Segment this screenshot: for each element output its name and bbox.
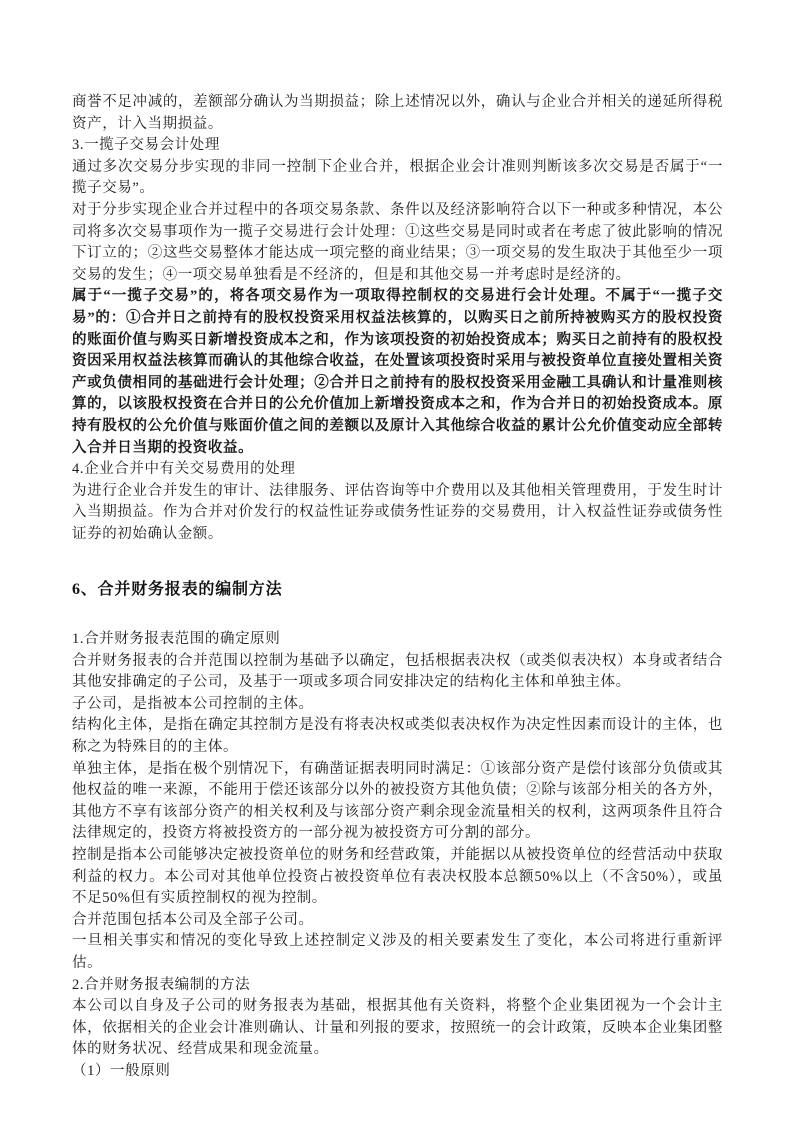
section-heading-consolidated-statements: 6、合并财务报表的编制方法 [72,581,283,599]
title-consolidation-scope-principle: 1.合并财务报表范围的确定原则 [72,631,281,648]
title-bundled-transaction-accounting: 3.一揽子交易会计处理 [72,137,220,154]
para-consolidation-scope-basis: 合并财务报表的合并范围以控制为基础予以确定，包括根据表决权（或类似表决权）本身或者结合其他安排确定的子公司，及基于一项或多项合同安排决定的结构化主体和单独主体。 [72,652,723,691]
title-consolidation-method: 2.合并财务报表编制的方法 [72,976,251,993]
para-subsidiary-definition: 子公司，是指被本公司控制的主体。 [72,695,314,712]
para-control-definition: 控制是指本公司能够决定被投资单位的财务和经营政策，并能据以从被投资单位的经营活动中获取利益的权力。本公司对其他单位投资占被投资单位有表决权股本总额50%以上（不含50%），或虽不足50%但有实质控制权的视为控制。 [72,847,723,907]
para-step-acquisition-judgement: 通过多次交易分步实现的非同一控制下企业合并，根据企业会计准则判断该多次交易是否属于“一揽子交易”。 [72,158,723,197]
para-goodwill-deficit: 商誉不足冲减的，差额部分确认为当期损益；除上述情况以外，确认与企业合并相关的递延所得税资产，计入当期损益。 [72,94,723,132]
para-bundle-transaction-criteria: 对于分步实现企业合并过程中的各项交易条款、条件以及经济影响符合以下一种或多种情况，本公司将多次交易事项作为一揽子交易进行会计处理：①这些交易是同时或者在考虑了彼此影响的情况下订立的；②这些交易整体才能达成一项完整的商业结果；③一项交易的发生取决于其他至少一项交易的发生；④一项交易单独看是不经济的，但是和其他交易一并考虑时是经济的。 [72,201,723,283]
para-reassessment: 一旦相关事实和情况的变化导致上述控制定义涉及的相关要素发生了变化，本公司将进行重新评估。 [72,933,723,971]
para-bundle-transaction-treatment: 属于“一揽子交易”的，将各项交易作为一项取得控制权的交易进行会计处理。不属于“一揽子交易”的：①合并日之前持有的股权投资采用权益法核算的，以购买日之前所持被购买方的股权投资的账面价值与购买日新增投资成本之和，作为该项投资的初始投资成本；购买日之前持有的股权投资因采用权益法核算而确认的其他综合收益，在处置该项投资时采用与被投资单位直接处置相关资产或负债相同的基础进行会计处理；②合并日之前持有的股权投资采用金融工具确认和计量准则核算的，以该股权投资在合并日的公允价值加上新增投资成本之和，作为合并日的初始投资成本。原持有股权的公允价值与账面价值之间的差额以及原计入其他综合收益的累计公允价值变动应全部转入合并日当期的投资收益。 [72,288,723,456]
para-structured-entity-definition: 结构化主体，是指在确定其控制方是没有将表决权或类似表决权作为决定性因素而设计的主体，也称之为特殊目的的主体。 [72,717,723,756]
para-consolidation-basis: 本公司以自身及子公司的财务报表为基础，根据其他有关资料，将整个企业集团视为一个会计主体，依据相关的企业会计准则确认、计量和列报的要求，按照统一的会计政策，反映本企业集团整体的财务状况、经营成果和现金流量。 [72,998,723,1058]
para-separate-entity-definition: 单独主体，是指在极个别情况下，有确凿证据表明同时满足：①该部分资产是偿付该部分负债或其他权益的唯一来源，不能用于偿还该部分以外的被投资方其他负债；②除与该部分相关的各方外，其他方不享有该部分资产的相关权利及与该部分资产剩余现金流量相关的权利，这两项条件且符合法律规定的，投资方将被投资方的一部分视为被投资方可分割的部分。 [72,760,723,842]
para-merger-transaction-costs: 为进行企业合并发生的审计、法律服务、评估咨询等中介费用以及其他相关管理费用，于发生时计入当期损益。作为合并对价发行的权益性证券或债务性证券的交易费用，计入权益性证券或债务性证券的初始确认金额。 [72,482,723,542]
title-general-principle: （1）一般原则 [72,1062,171,1079]
para-scope-coverage: 合并范围包括本公司及全部子公司。 [72,911,314,928]
title-merger-transaction-costs: 4.企业合并中有关交易费用的处理 [72,461,296,478]
